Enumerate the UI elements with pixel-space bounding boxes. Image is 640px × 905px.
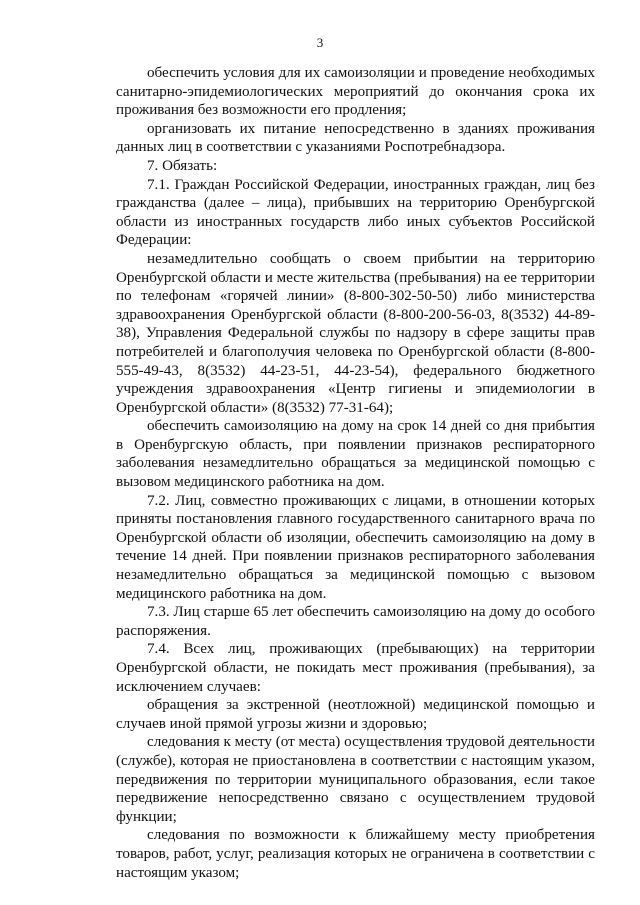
paragraph-emergency-care: обращения за экстренной (неотложной) медицинской помощью и случаев иной прямой угрозы жизни и здоровью; [116, 697, 595, 732]
paragraph-self-isolation-14-days: обеспечить самоизоляцию на дому на срок 14 дней со дня прибытия в Оренбургскую область, при появлении признаков респираторного заболевания незамедлительно обращаться за медицинской помощью с вызовом медицинского работника на дом. [116, 418, 595, 491]
page-number: 3 [316, 35, 324, 50]
paragraph-7-3: 7.3. Лиц старше 65 лет обеспечить самоизоляцию на дому до особого распоряжения. [116, 604, 595, 639]
paragraph-7-heading: 7. Обязать: [147, 157, 218, 174]
paragraph-meals: организовать их питание непосредственно в зданиях проживания данных лиц в соответствии с указаниями Роспотребнадзора. [116, 120, 595, 156]
paragraph-7-2: 7.2. Лиц, совместно проживающих с лицами, в отношении которых приняты постановления главного государственного санитарного врача по Оренбургской области об изоляции, обеспечить самоизоляцию на дому в течение 14 дней. При появлении признаков респираторного заболевания незамедлительно обращаться за медицинской помощью с вызовом медицинского работника на дом. [116, 492, 595, 602]
paragraph-shopping: следования по возможности к ближайшему месту приобретения товаров, работ, услуг, реализация которых не ограничена в соответствии с настоящим указом; [116, 827, 595, 881]
paragraph-isolation-conditions: обеспечить условия для их самоизоляции и проведение необходимых санитарно-эпидемиологических мероприятий до окончания срока их проживания без возможности его продления; [116, 65, 595, 119]
document-body [116, 64, 595, 882]
paragraph-report-arrival: незамедлительно сообщать о своем прибытии на территорию Оренбургской области и месте жительства (пребывания) на ее территории по телефонам «горячей линии» (8-800-302-50-50) либо министерства здравоохранения Оренбургской области (8-800-200-56-03, 8(3532) 44-89-38), Управления Федеральной службы по надзору в сфере защиты прав потребителей и благополучия человека по Оренбургской области (8-800-555-49-43, 8(3532) 44-23-51, 44-23-54), федерального бюджетного учреждения здравоохранения «Центр гигиены и эпидемиологии в Оренбургской области» (8(3532) 77-31-64); [116, 250, 595, 416]
paragraph-7-4: 7.4. Всех лиц, проживающих (пребывающих) на территории Оренбургской области, не покидать мест проживания (пребывания), за исключением случаев: [116, 641, 595, 695]
paragraph-work-travel: следования к месту (от места) осуществления трудовой деятельности (службе), которая не приостановлена в соответствии с настоящим указом, передвижения по территории муниципального образования, если такое передвижение непосредственно связано с осуществлением трудовой функции; [116, 734, 595, 825]
paragraph-7-1: 7.1. Граждан Российской Федерации, иностранных граждан, лиц без гражданства (далее – лица), прибывших на территорию Оренбургской области из иностранных государств либо иных субъектов Российской Федерации: [116, 176, 595, 249]
